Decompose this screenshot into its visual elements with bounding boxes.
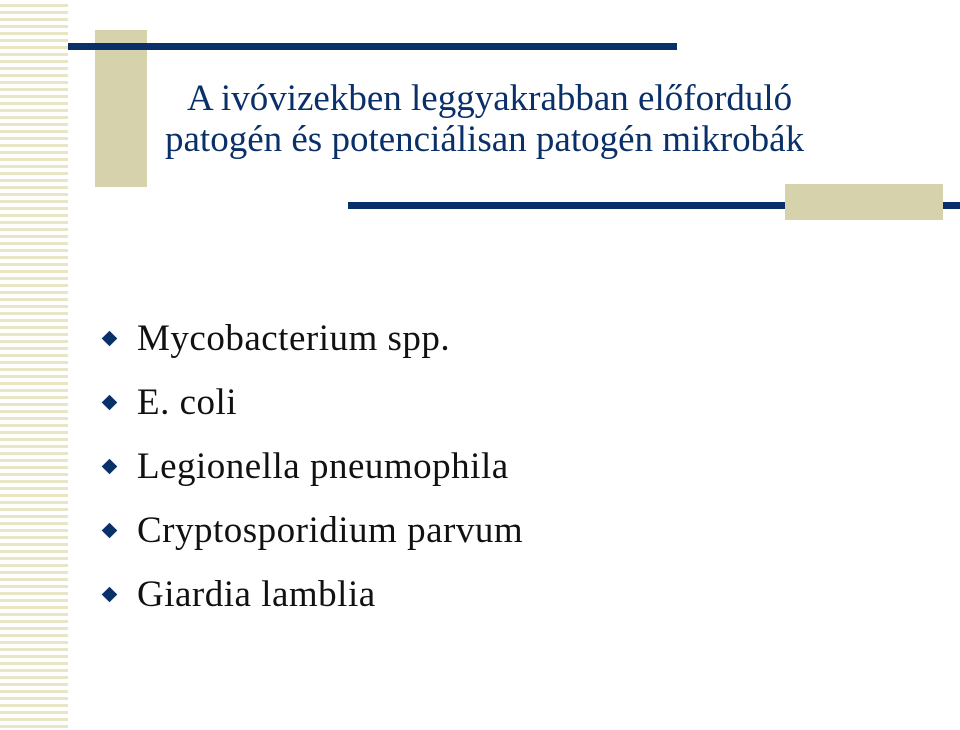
bullet-text: Cryptosporidium parvum xyxy=(137,509,524,551)
bullet-text: Giardia lamblia xyxy=(137,573,376,615)
bullet-list xyxy=(100,306,523,626)
bullet-text: E. coli xyxy=(137,381,238,423)
diamond-icon xyxy=(102,458,118,474)
side-stripe-pattern xyxy=(0,0,68,730)
list-item xyxy=(100,498,523,562)
title-line-2: patogén és potenciálisan patogén mikrobák xyxy=(165,119,805,160)
list-item xyxy=(100,306,523,370)
diamond-icon xyxy=(102,522,118,538)
bullet-text: Legionella pneumophila xyxy=(137,445,509,487)
diamond-icon xyxy=(102,394,118,410)
diamond-icon xyxy=(102,330,118,346)
list-item xyxy=(100,562,523,626)
bullet-text: Mycobacterium spp. xyxy=(137,317,451,359)
list-item xyxy=(100,434,523,498)
top-rule xyxy=(68,43,677,50)
rule-accent-block xyxy=(785,184,943,220)
title-accent-block xyxy=(95,30,147,187)
diamond-icon xyxy=(102,586,118,602)
list-item xyxy=(100,370,523,434)
slide-title xyxy=(165,78,925,160)
title-line-1: A ivóvizekben leggyakrabban előforduló xyxy=(187,78,793,119)
